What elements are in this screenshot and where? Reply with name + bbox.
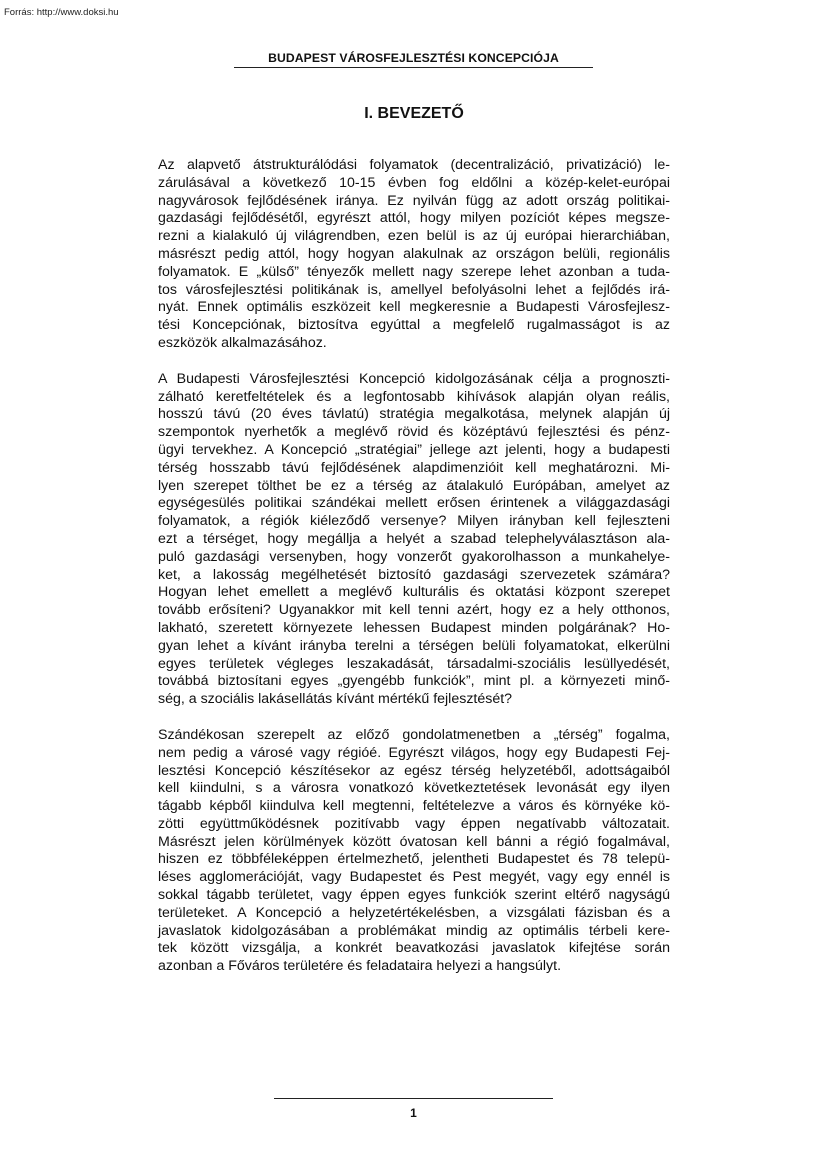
text-line: lyen szerepet tölthet be ez a térség az átalakuló Európában, amelyet az [158,477,670,494]
text-line: rezni a kialakuló új világrendben, ezen belül is az új európai hierarchiában, [158,228,670,245]
text-line: egyes területek végleges leszakadását, társadalmi-szociális lesüllyedését, [158,655,670,672]
footer-rule [274,1098,553,1099]
text-line: egységesülés politikai szándékai mellett erősen érintenek a világgazdasági [158,495,670,512]
text-line: tési Koncepciónak, biztosítva egyúttal a megfelelő rugalmasságot is az [158,317,670,334]
text-line: tágabb képből kiindulva kell megtenni, feltételezve a város és környéke kö- [158,798,670,815]
text-line: lesztési Koncepció készítésekor az egész térség helyzetéből, adottságaiból [158,762,670,779]
text-line: továbbá biztosítani egyes „gyengébb funkciók”, mint pl. a környezeti minő- [158,673,670,690]
text-line: Hogyan lehet emellett a meglévő kulturális és oktatási központ szerepet [158,584,670,601]
running-header: BUDAPEST VÁROSFEJLESZTÉSI KONCEPCIÓJA [234,51,593,68]
text-line: szempontok nyerhetők a meglévő rövid és középtávú fejlesztési és pénz- [158,424,670,441]
paragraph-2 [158,371,670,709]
body-text [158,157,670,994]
text-line: ket, a lakosság megélhetését biztosító gazdasági szervezetek számára? [158,566,670,583]
text-line: folyamatok. E „külső” tényezők mellett nagy szerepe lehet azonban a tuda- [158,263,670,280]
text-line: ügyi tervekhez. A Koncepció „stratégiai” jellege azt jelenti, hogy a budapesti [158,441,670,458]
text-line: zötti együttműködésnek pozitívabb vagy éppen negatívabb változatait. [158,815,670,832]
text-line: tek között vizsgálja, a konkrét beavatkozási javaslatok kifejtése során [158,940,670,957]
text-line: nyát. Ennek optimális eszközeit kell megkeresnie a Budapesti Városfejlesz- [158,299,670,316]
text-line: tovább erősíteni? Ugyanakkor mit kell tenni azért, hogy ez a hely otthonos, [158,602,670,619]
paragraph-3 [158,727,670,976]
text-line: gazdasági fejlődésétől, egyrészt attól, hogy milyen pozíciót képes megsze- [158,210,670,227]
text-line: ezt a térséget, hogy megállja a helyét a szabad telephelyválasztáson ala- [158,530,670,547]
text-line: A Budapesti Városfejlesztési Koncepció kidolgozásának célja a prognoszti- [158,370,670,387]
page-number: 1 [410,1106,417,1120]
text-line: Szándékosan szerepelt az előző gondolatmenetben a „térség” fogalma, [158,726,670,743]
text-line: ség, a szociális lakásellátás kívánt mértékű fejlesztését? [158,691,513,708]
text-line: azonban a Főváros területére és feladataira helyezi a hangsúlyt. [158,958,562,975]
text-line: nagyvárosok fejlődésének iránya. Ez nyilván függ az adott ország politikai- [158,192,670,209]
text-line: másrészt pedig attól, hogy hogyan alakulnak az országon belüli, regionális [158,245,670,262]
text-line: hosszú távú (20 éves távlatú) stratégia megalkotása, melynek alapján új [158,406,670,423]
text-line: sokkal tágabb területet, vagy éppen egyes funkciók szerint eltérő nagyságú [158,887,670,904]
text-line: kell kiindulni, s a városra vonatkozó következtetések levonását egy ilyen [158,780,670,797]
text-line: léses agglomerációját, vagy Budapestet és Pest megyét, vagy egy ennél is [158,869,670,886]
text-line: puló gazdasági versenyben, hogy vonzerőt gyakorolhasson a munkahelye- [158,548,670,565]
text-line: nem pedig a városé vagy régióé. Egyrészt világos, hogy egy Budapesti Fej- [158,744,670,761]
text-line: zálható keretfeltételek és a legfontosabb kihívások alapján olyan reális, [158,388,670,405]
text-line: javaslatok kidolgozásában a problémákat mindig az optimális térbeli kere- [158,922,670,939]
source-note: Forrás: http://www.doksi.hu [4,7,119,18]
text-line: hiszen ez többféleképpen értelmezhető, jelentheti Budapestet és 78 telepü- [158,851,670,868]
text-line: zárulásával a következő 10-15 évben fog eldőlni a közép-kelet-európai [158,174,670,191]
text-line: területeket. A Koncepció a helyzetértékelésben, a vizsgálati fázisban és a [158,904,670,921]
chapter-title: I. BEVEZETŐ [364,105,464,122]
text-line: Az alapvető átstrukturálódási folyamatok (decentralizáció, privatizáció) le- [158,157,670,173]
text-line: lakható, szeretett környezete lehessen Budapest minden polgárának? Ho- [158,619,670,636]
text-line: térség hosszabb távú fejlődésének alapdimenzióit kell meghatározni. Mi- [158,459,670,476]
paragraph-1 [158,157,670,353]
text-line: Másrészt jelen körülmények között óvatosan kell bánni a régió fogalmával, [158,833,670,850]
text-line: tos városfejlesztési politikának is, amellyel befolyásolni lehet a fejlődés irá- [158,281,670,298]
text-line: folyamatok, a régiók kiéleződő versenye? Milyen irányban kell fejleszteni [158,513,670,530]
text-line: eszközök alkalmazásához. [158,334,327,351]
text-line: gyan lehet a kívánt irányba terelni a térségen belüli folyamatokat, elkerülni [158,637,670,654]
